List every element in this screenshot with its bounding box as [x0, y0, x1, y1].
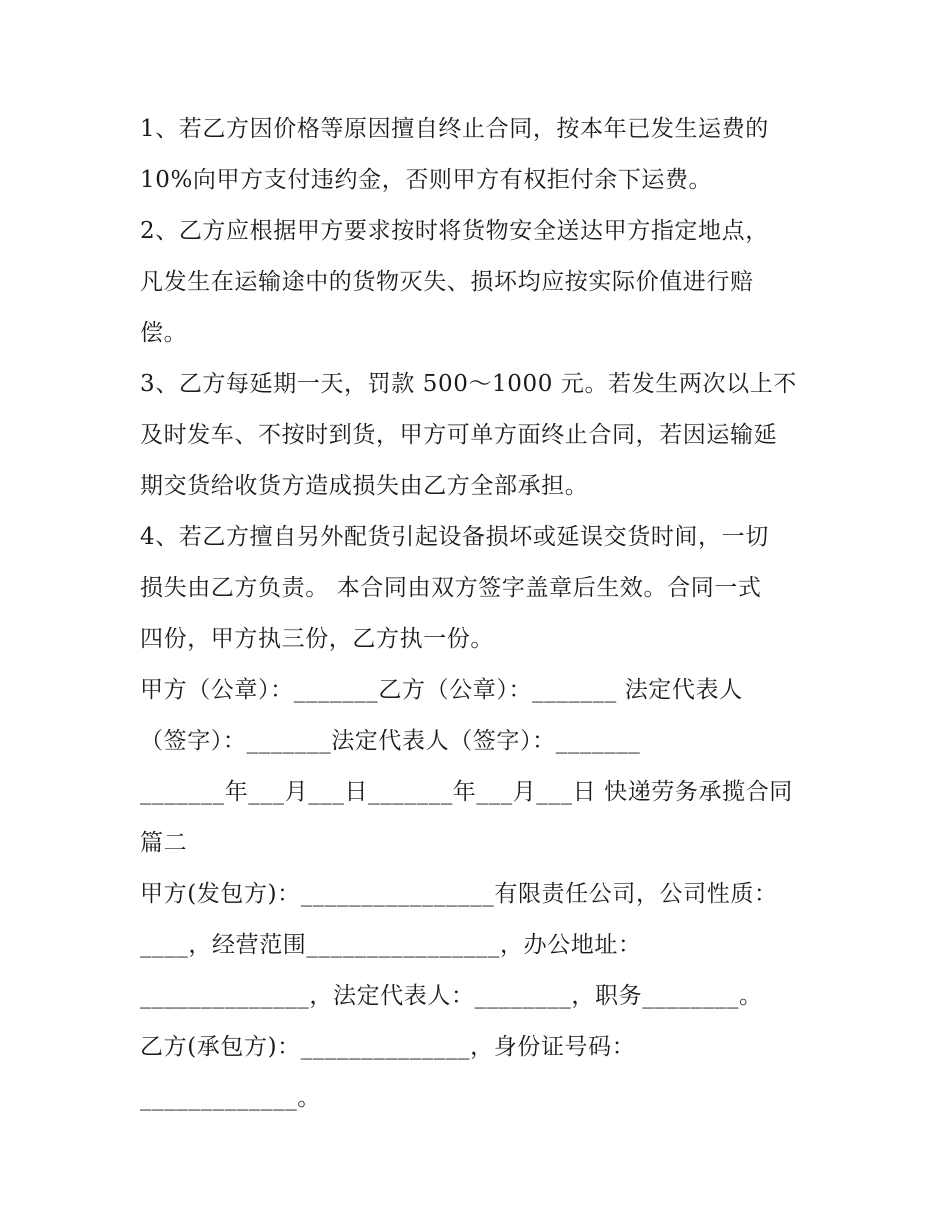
- text-line: 3、乙方每延期一天，罚款 500～1000 元。若发生两次以上不: [140, 371, 797, 397]
- text-line: 10%向甲方支付违约金，否则甲方有权拒付余下运费。: [140, 167, 713, 193]
- text-line: 损失由乙方负责。 本合同由双方签字盖章后生效。合同一式: [140, 575, 762, 601]
- signature-line-representatives: （签字）：_______法定代表人（签字）：_______: [140, 728, 641, 754]
- text-line: 4、若乙方擅自另外配货引起设备损坏或延误交货时间，一切: [140, 524, 769, 550]
- signature-line-party-a-b: 甲方（公章）：_______乙方（公章）：_______ 法定代表人: [140, 677, 743, 703]
- text-line: 凡发生在运输途中的货物灭失、损坏均应按实际价值进行赔: [140, 269, 754, 295]
- text-line: 甲方(发包方)：________________有限责任公司，公司性质：: [140, 881, 778, 907]
- text-line: 四份，甲方执三份，乙方执一份。: [140, 626, 494, 652]
- text-line: 1、若乙方因价格等原因擅自终止合同，按本年已发生运费的: [140, 116, 769, 142]
- text-line: 期交货给收货方造成损失由乙方全部承担。: [140, 473, 589, 499]
- text-line: 2、乙方应根据甲方要求按时将货物安全送达甲方指定地点，: [140, 218, 769, 244]
- document-body: [140, 104, 830, 1124]
- text-line: ______________，法定代表人：________，职务________。: [140, 983, 763, 1009]
- text-line: 偿。: [140, 320, 188, 346]
- text-line: ____，经营范围________________，办公地址：: [140, 932, 642, 958]
- text-line: _____________。: [140, 1085, 321, 1111]
- text-line: 乙方(承包方)：______________，身份证号码：: [140, 1034, 636, 1060]
- text-line: 及时发车、不按时到货，甲方可单方面终止合同，若因运输延: [140, 422, 778, 448]
- date-line: _______年___月___日_______年___月___日 快递劳务承揽合同: [140, 779, 793, 805]
- section-heading: 篇二: [140, 830, 188, 856]
